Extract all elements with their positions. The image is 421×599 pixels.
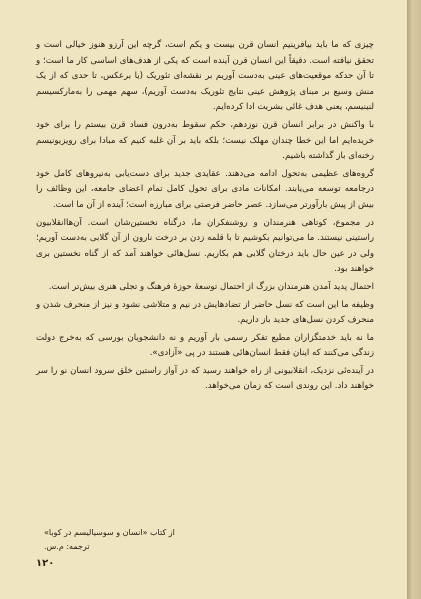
page-body bbox=[36, 38, 374, 397]
paragraph: گروه‌های عظیمی به‌تحول ادامه می‌دهند. عقایدی جدید برای دست‌یابی به‌نیروهای کامل خود درجامعه توسعه می‌یابند. امکانات مادی برای تحول کامل تمام اعضای جامعه، این وظائف را بیش از پیش بارآورتر می‌سازد. عصر حاضر فرصتی برای مبارزه است؛ آینده از آن ما است. bbox=[36, 168, 374, 210]
paragraph: ما نه باید خدمتگزاران مطیع تفکر رسمی بار آوریم و نه دانشجویان بورسی که به‌خرج دولت زندگی می‌کنند که اینان فقط انسان‌هائی هستند در پی «آزادی». bbox=[36, 332, 374, 359]
page-number: ۱۲۰ bbox=[36, 558, 55, 569]
source-book-title: از کتاب «انسان و سوسیالیسم در کوبا» bbox=[44, 528, 175, 537]
paragraph: چیزی که ما باید بیافرینیم انسان قرن بیست و یکم است، گرچه این آرزو هنوز خیالی است و تحقق نیافته است. دقیقاً این انسان قرن آینده است که یکی از هدف‌های اساسی کار ما است؛ و تا آن حدکه موقعیت‌های عینی به‌دست آوریم بر نقشه‌ای تئوریک (یا برعکس، تا حدی که از یک منش وسیع بر مبنای پژوهش عینی نتایج تئوریک به‌دست آوریم)، سهم مهمی را به‌مارکسیسم لنینیسم، یعنی هدف غائی بشریت ادا کرده‌ایم. bbox=[36, 40, 374, 113]
source-translator: ترجمه: م.س. bbox=[44, 542, 90, 551]
paragraph: احتمال پدید آمدن هنرمندان بزرگ از احتمال توسعهٔ حوزهٔ فرهنگ و تجلی هنری بیش‌تر است. bbox=[48, 281, 374, 292]
paragraph: وظیفه ما این است که نسل حاضر از تضادهایش در نیم و متلاشی نشود و نیز از منحرف شدن و منحرف کردن نسل‌های جدید باز داریم. bbox=[36, 299, 374, 326]
paragraph: در مجموع، کوتاهی هنرمندان و روشنفکران ما، درگناه نخستین‌شان است. آن‌هاانقلابیون راستینی نیستند. ما می‌توانیم بکوشیم تا با قلمه زدن بر درخت نارون از آن گلابی به‌دست آوریم؛ ولی در عین حال باید درختان گلابی هم بکاریم. نسل‌هائی خواهند آمد که از گناه نخستین بری خواهند بود. bbox=[36, 217, 374, 275]
paragraph: با واکنش در برابر انسان قرن نوزدهم، حکم سقوط به‌درون فساد قرن بیستم را برای خود خریده‌ایم اما این خطا چندان مهلک نیست؛ بلکه باید بر آن غلبه کنیم که مبادا برای رویزیونیسم رخنه‌ای باز گذاشته باشیم. bbox=[36, 119, 374, 162]
paragraph: در آینده‌ئی نزدیک، انقلابیونی از راه خواهند رسید که در آواز راستین خلق سرود انسان نو را سر خواهند داد. این روندی است که زمان می‌خواهد. bbox=[36, 365, 374, 392]
page-edge bbox=[407, 0, 421, 599]
source-citation bbox=[44, 526, 294, 554]
